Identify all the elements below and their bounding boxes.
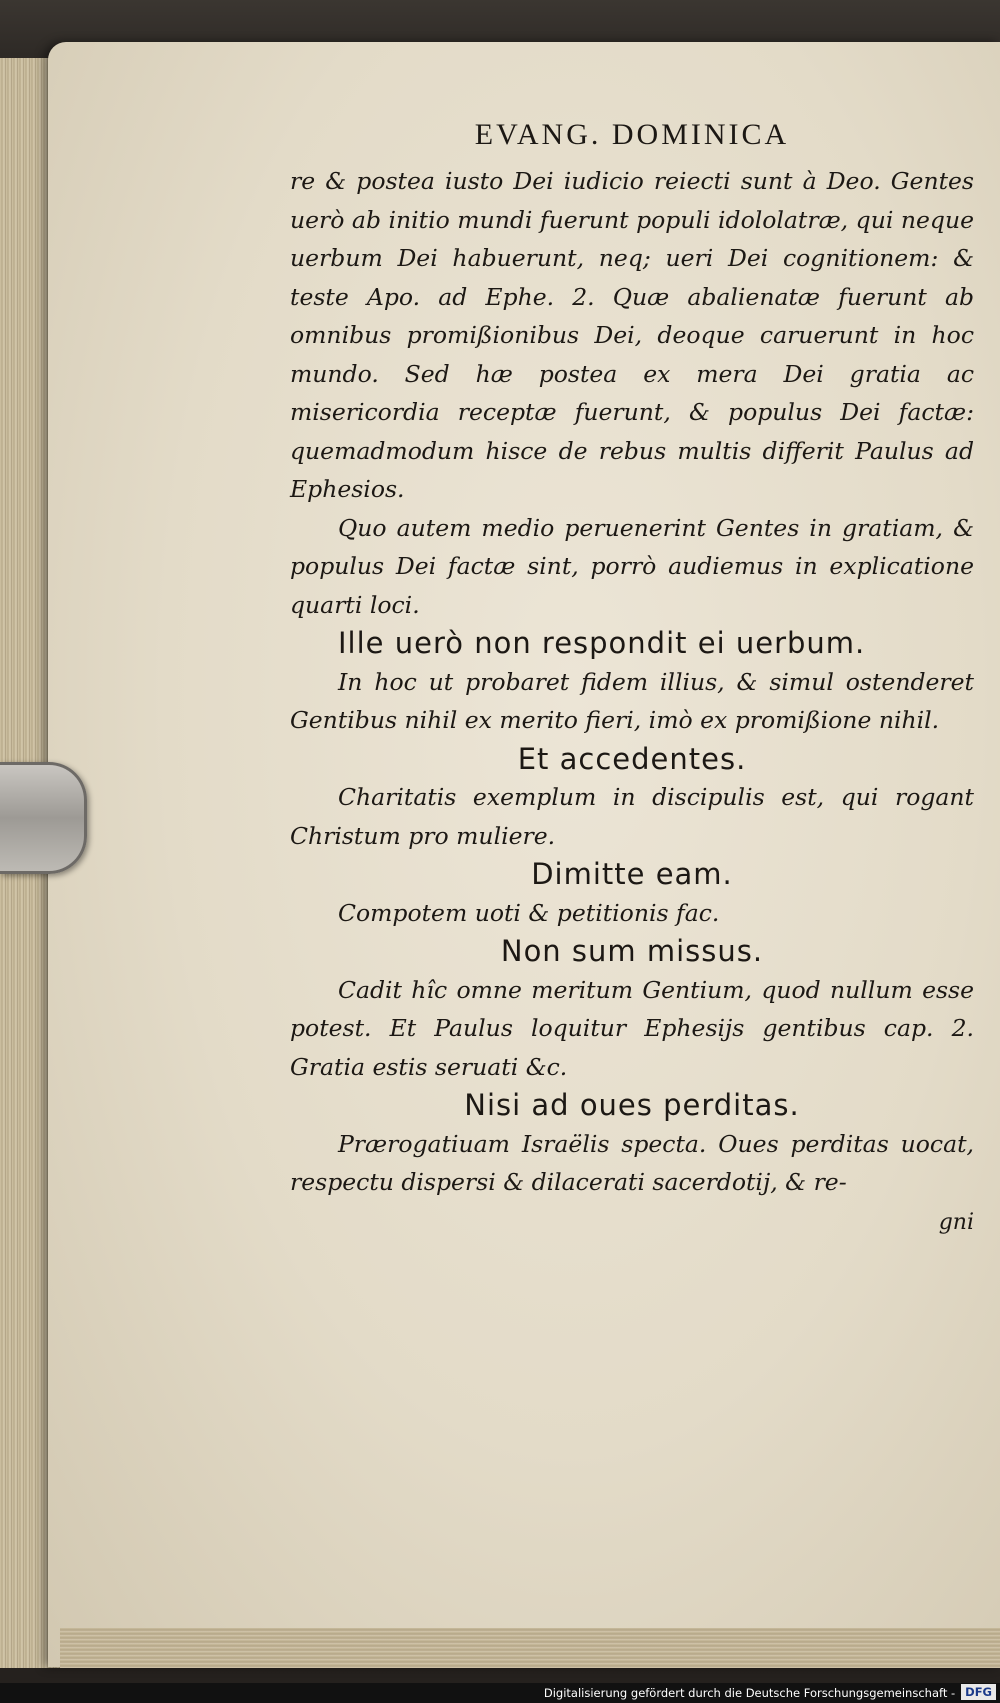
lemma-heading: Ille uerò non respondit ei uerbum. xyxy=(338,626,866,660)
lemma-heading: Et accedentes. xyxy=(517,741,747,776)
dfg-logo: DFG xyxy=(961,1684,996,1700)
catchword: gni xyxy=(938,1209,974,1235)
book-bottom-edge xyxy=(60,1628,1000,1668)
lemma-heading: Nisi ad oues perditas. xyxy=(464,1088,800,1122)
paragraph: In hoc ut probaret fidem illius, & simul ostenderet Gentibus nihil ex merito fieri, imò ex promißione nihil. xyxy=(290,667,974,734)
digitization-credit-text: Digitalisierung gefördert durch die Deutsche Forschungsgemeinschaft - xyxy=(543,1686,956,1700)
paragraph: Charitatis exemplum in discipulis est, qui rogant Christum pro muliere. xyxy=(290,783,974,850)
paragraph: Cadit hîc omne meritum Gentium, quod nullum esse potest. Et Paulus loquitur Ephesijs gentibus cap. 2. Gratia estis seruati &c. xyxy=(290,975,974,1081)
paragraph: Prærogatiuam Israëlis specta. Oues perditas uocat, respectu dispersi & dilacerati sacerdotij, & re- xyxy=(290,1129,974,1196)
lemma-heading: Dimitte eam. xyxy=(531,857,733,891)
lemma-heading: Non sum missus. xyxy=(500,934,764,968)
digitization-credit-bar xyxy=(0,1683,1000,1703)
book-clasp xyxy=(0,762,87,874)
paragraph: Compotem uoti & petitionis fac. xyxy=(338,898,720,927)
page-text-block xyxy=(290,118,974,1238)
running-head: EVANG. DOMINICA xyxy=(474,118,790,151)
text-blocks xyxy=(290,162,974,1202)
paragraph: re & postea iusto Dei iudicio reiecti sunt à Deo. Gentes uerò ab initio mundi fuerunt populi idololatræ, qui neque uerbum Dei habuerunt, neq; ueri Dei cognitionem: & teste Apo. ad Ephe. 2. Quæ abalienatæ fuerunt ab omnibus promißionibus Dei, deoque caruerunt in hoc mundo. Sed hæ postea ex mera Dei gratia ac misericordia receptæ fuerunt, & populus Dei factæ: quemadmodum hisce de rebus multis differit Paulus ad Ephesios. xyxy=(290,167,974,503)
paragraph: Quo autem medio peruenerint Gentes in gratiam, & populus Dei factæ sint, porrò audiemus in explicatione quarti loci. xyxy=(290,513,974,619)
